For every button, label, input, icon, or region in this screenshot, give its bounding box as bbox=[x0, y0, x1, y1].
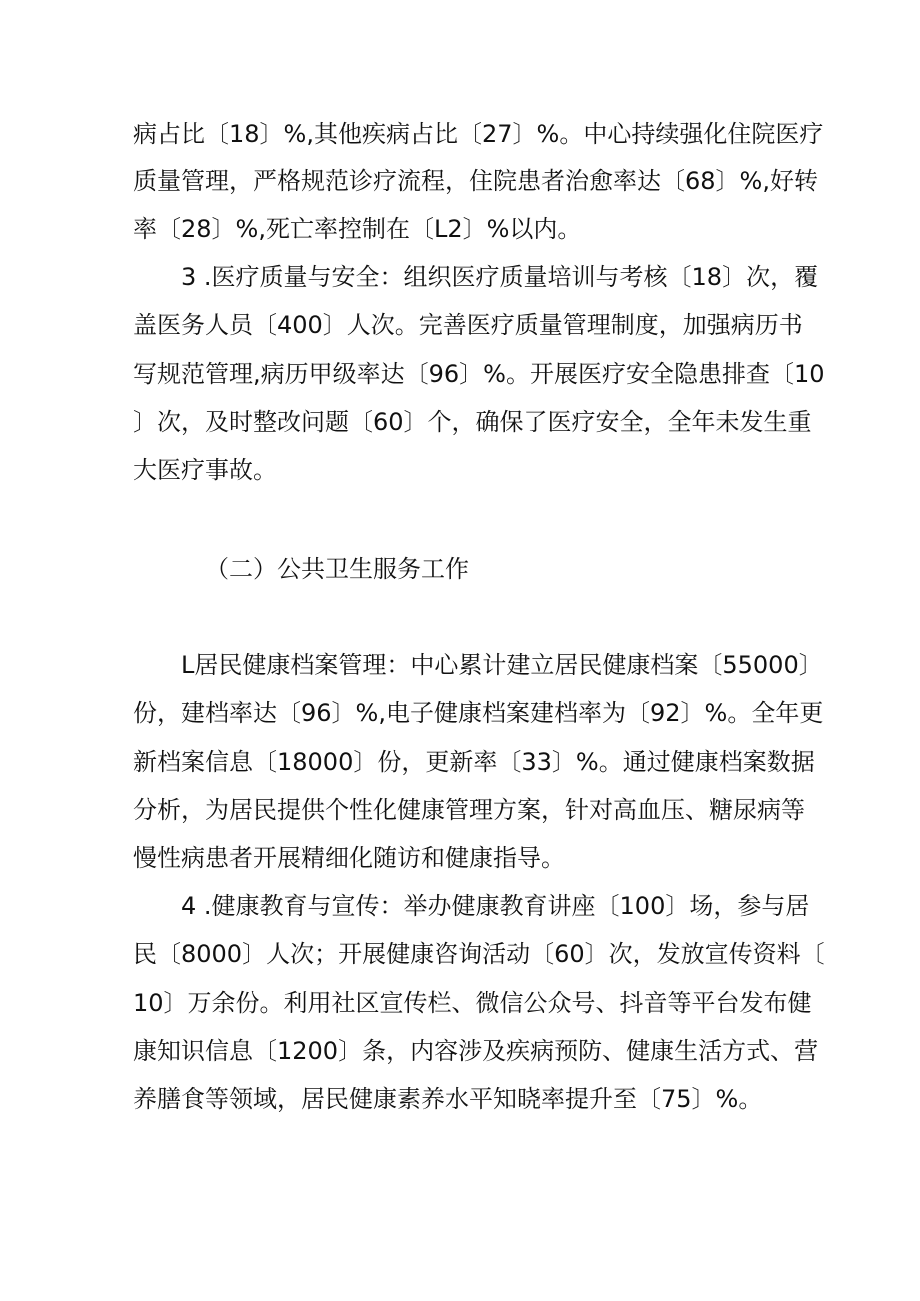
paragraph-4-line-4: 康知识信息〔1200〕条，内容涉及疾病预防、健康生活方式、营 bbox=[133, 1037, 819, 1065]
paragraph-2-line-5: 大医疗事故。 bbox=[133, 456, 277, 484]
paragraph-3-line-1: L居民健康档案管理：中心累计建立居民健康档案〔55000〕 bbox=[181, 651, 823, 679]
paragraph-2-line-2: 盖医务人员〔400〕人次。完善医疗质量管理制度，加强病历书 bbox=[133, 311, 803, 339]
paragraph-1-line-3: 率〔28〕%,死亡率控制在〔L2〕%以内。 bbox=[133, 215, 582, 243]
paragraph-2-line-1: 3 .医疗质量与安全：组织医疗质量培训与考核〔18〕次，覆 bbox=[181, 263, 819, 291]
paragraph-2-line-3: 写规范管理,病历甲级率达〔96〕%。开展医疗安全隐患排查〔10 bbox=[133, 360, 825, 388]
paragraph-4-line-1: 4 .健康教育与宣传：举办健康教育讲座〔100〕场，参与居 bbox=[181, 892, 810, 920]
paragraph-4-line-2: 民〔8000〕人次；开展健康咨询活动〔60〕次，发放宣传资料〔 bbox=[133, 940, 825, 968]
paragraph-3-line-2: 份，建档率达〔96〕%,电子健康档案建档率为〔92〕%。全年更 bbox=[133, 699, 824, 727]
section-heading: （二）公共卫生服务工作 bbox=[205, 555, 469, 583]
paragraph-4-line-3: 10〕万余份。利用社区宣传栏、微信公众号、抖音等平台发布健 bbox=[133, 989, 812, 1017]
paragraph-3-line-3: 新档案信息〔18000〕份，更新率〔33〕%。通过健康档案数据 bbox=[133, 748, 815, 776]
paragraph-2-line-4: 〕次，及时整改问题〔60〕个，确保了医疗安全，全年未发生重 bbox=[133, 408, 812, 436]
paragraph-1-line-2: 质量管理，严格规范诊疗流程，住院患者治愈率达〔68〕%,好转 bbox=[133, 167, 818, 195]
paragraph-4-line-5: 养膳食等领域，居民健康素养水平知晓率提升至〔75〕%。 bbox=[133, 1085, 763, 1113]
paragraph-3-line-4: 分析，为居民提供个性化健康管理方案，针对高血压、糖尿病等 bbox=[133, 796, 805, 824]
paragraph-1-line-1: 病占比〔18〕%,其他疾病占比〔27〕%。中心持续强化住院医疗 bbox=[133, 120, 824, 148]
paragraph-3-line-5: 慢性病患者开展精细化随访和健康指导。 bbox=[133, 844, 565, 872]
